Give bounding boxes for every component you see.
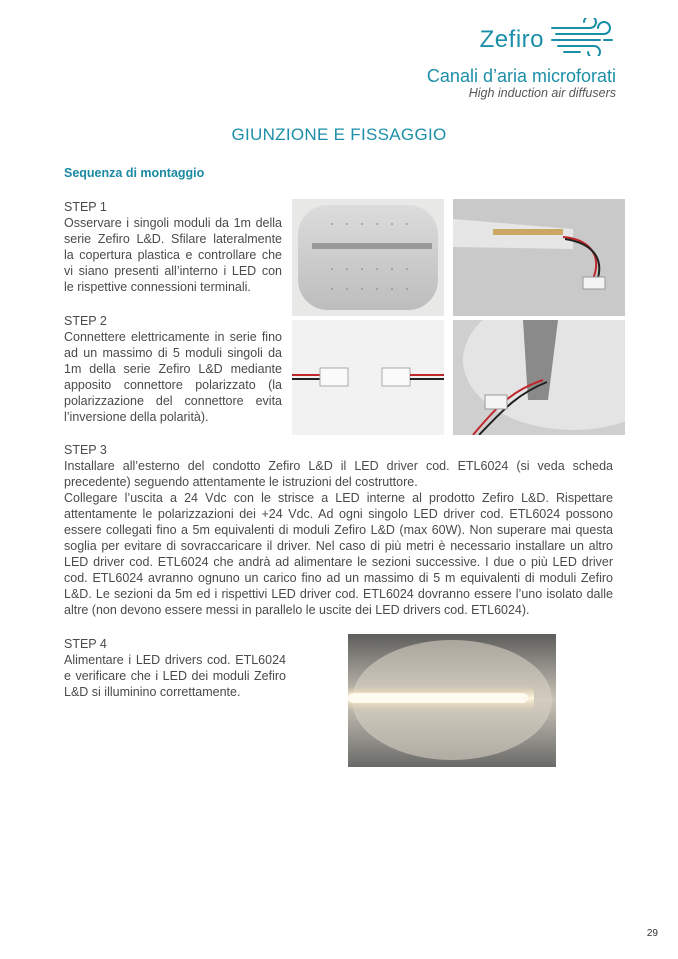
brand-name: Zefiro <box>479 25 544 53</box>
step-3-label: STEP 3 <box>64 443 107 457</box>
step-1-text: Osservare i singoli moduli da 1m della serie Zefiro L&D. Sfilare lateralmente la copertura plastica e controllare che vi siano presenti all’interno i LED con le rispettive connessioni terminali. <box>64 216 282 294</box>
air-flow-icon <box>550 18 616 61</box>
step-4 <box>64 636 286 700</box>
photo-led-lit <box>348 634 556 767</box>
step-3-text: Installare all’esterno del condotto Zefiro L&D il LED driver cod. ETL6024 (si veda scheda precedente) seguendo attentamente le istruzioni del costruttore. <box>64 459 613 489</box>
page-title: GIUNZIONE E FISSAGGIO <box>231 125 447 144</box>
photo-led-strip <box>453 199 625 316</box>
photo-connectors <box>292 320 444 435</box>
step-2-label: STEP 2 <box>64 314 107 328</box>
step-3 <box>64 442 613 618</box>
brand-logo <box>480 18 616 61</box>
page-number: 29 <box>646 928 658 939</box>
step-4-label: STEP 4 <box>64 637 107 651</box>
step-4-text: Alimentare i LED drivers cod. ETL6024 e verificare che i LED dei moduli Zefiro L&D si illuminino correttamente. <box>64 653 286 699</box>
step-2-text: Connettere elettricamente in serie fino ad un massimo di 5 moduli singoli da 1m della serie Zefiro L&D mediante apposito connettore polarizzato (la polarizzazione del connettore evita l’inversione della polarità). <box>64 330 282 424</box>
step-2 <box>64 313 282 425</box>
section-title: Sequenza di montaggio <box>64 166 205 180</box>
photo-duct-connection <box>453 320 625 435</box>
subtagline: High induction air diffusers <box>468 86 616 100</box>
photo-duct-module <box>292 199 444 316</box>
tagline: Canali d’aria microforati <box>426 66 616 86</box>
step-3-text-2: Collegare l’uscita a 24 Vdc con le strisce a LED interne al prodotto Zefiro L&D. Rispettare attentamente le polarizzazioni dei +24 Vdc. Ad ogni singolo LED driver cod. ETL6024 possono essere collegati fino a 5m equivalenti di moduli Zefiro L&D (max 60W). Non superare mai questa soglia per evitare di sovraccaricare il driver. Nel caso di più metri è necessario installare un altro LED driver cod. ETL6024 che andrà ad alimentare le sezioni successive. I due o più LED driver cod. ETL6024 avranno ognuno un carico fino ad un massimo di 5 m equivalenti di moduli Zefiro L&D. Le sezioni da 5m ed i rispettivi LED driver cod. ETL6024 dovranno essere l’uno isolato dalle altre (non devono essere messi in parallelo le uscite dei LED drivers cod. ETL6024). <box>64 491 613 617</box>
step-1 <box>64 199 282 295</box>
step-1-label: STEP 1 <box>64 200 107 214</box>
